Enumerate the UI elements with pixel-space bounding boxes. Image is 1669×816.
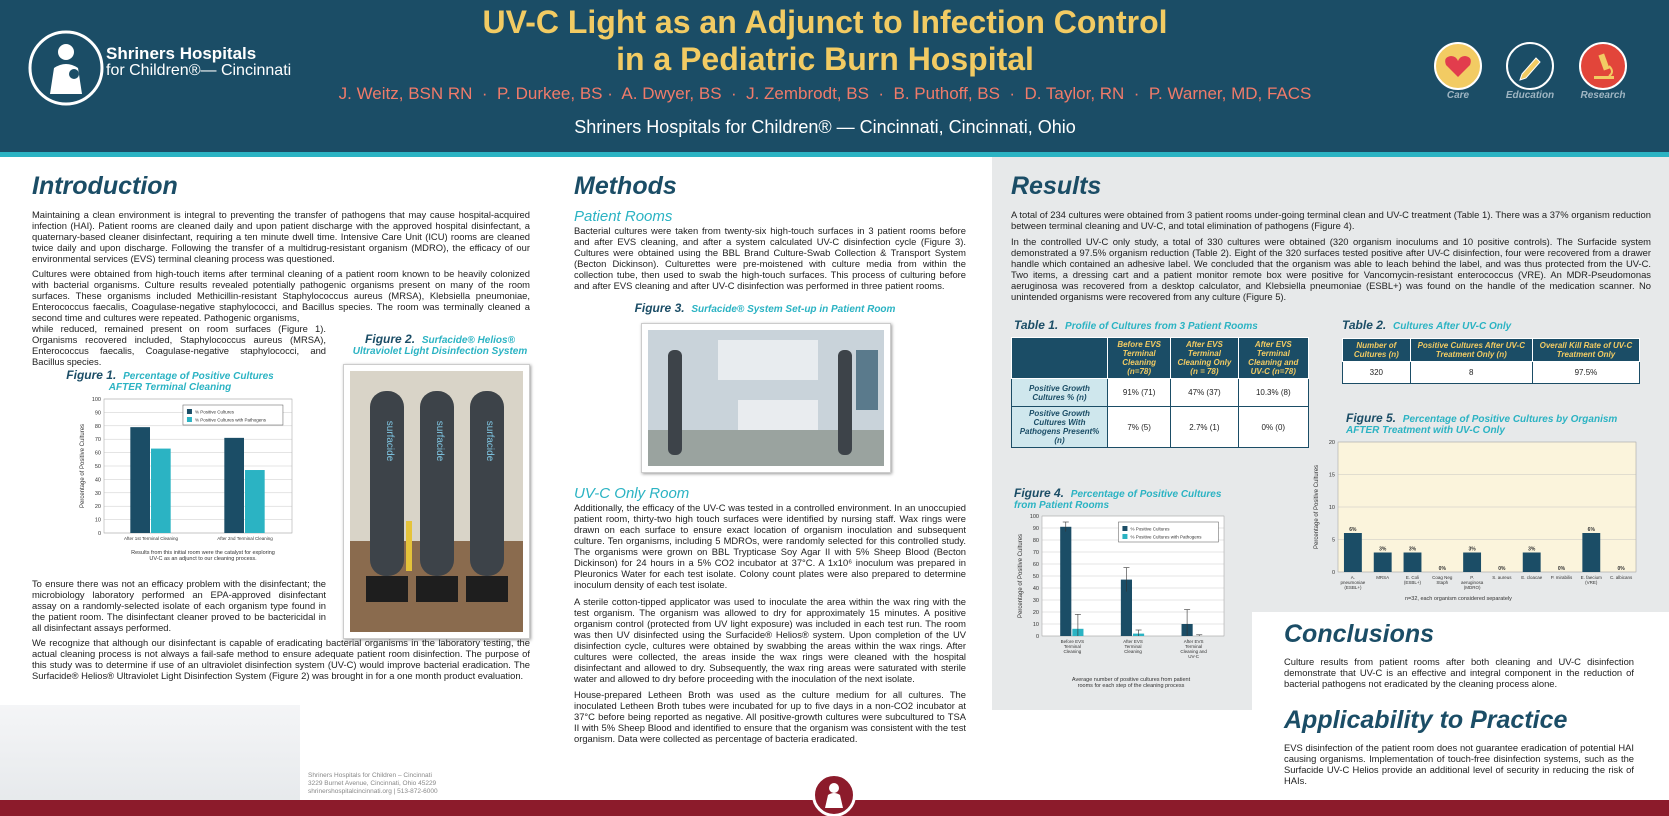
data-label: 0%	[1438, 566, 1446, 572]
introduction-heading: Introduction	[32, 172, 178, 200]
table-cell: 2.7% (1)	[1171, 407, 1238, 448]
footer-logo-icon	[812, 773, 856, 816]
table-1-header-after-evs: After EVS Terminal Cleaning Only (n = 78)	[1171, 338, 1238, 379]
title-line-1: UV-C Light as an Adjunct to Infection Control	[482, 4, 1168, 40]
table-cell: 0% (0)	[1238, 407, 1308, 448]
y-tick-label: 20	[1032, 610, 1039, 616]
table-2-title-text: Cultures After UV-C Only	[1393, 321, 1512, 332]
table-cell: 97.5%	[1532, 362, 1639, 384]
uv-tower-1-brand: surfacide	[384, 420, 395, 462]
legend-swatch	[187, 409, 192, 414]
y-tick-label: 10	[1032, 622, 1039, 628]
legend-swatch	[187, 417, 192, 422]
legend-label: % Positive Cultures with Pathogens	[1130, 534, 1202, 540]
y-tick-label: 0	[1035, 634, 1039, 640]
x-tick-label: (VRE)	[1585, 580, 1598, 585]
bar	[1344, 533, 1362, 572]
figure-3-title	[620, 301, 910, 315]
intro-paragraph-2: Cultures were obtained from high-touch items after terminal cleaning of a patient room known to be heavily colonized with bacterial organisms. Culture results revealed potentially pathogenic organisms present on many of the room surfaces. These organisms included Methicillin-resistant Staphylococcus aureus (MRSA), Klebsiella pneumoniae, Enterococcus faecalis, Coagulase-negative staphylococci, and Bacillus species. The room was terminally cleaned a second time and cultures were repeated. Pathogenic organisms,	[32, 268, 530, 323]
y-tick-label: 70	[94, 437, 101, 444]
table-row	[1012, 407, 1309, 448]
data-label: 3%	[1528, 546, 1536, 553]
bar	[1523, 553, 1541, 573]
footer-address	[308, 772, 438, 796]
table-1-header-before: Before EVS Terminal Cleaning (n=78)	[1108, 338, 1171, 379]
authors: J. Weitz, BSN RN · P. Durkee, BS · A. Dwyer, BS · J. Zembrodt, BS · B. Puthoff, BS · D. Taylor, RN · P. Warner, MD, FACS	[338, 84, 1312, 103]
x-tick-label: (ESBL+)	[1403, 580, 1422, 585]
figure-3-title-text: Surfacide® System Set-up in Patient Room	[691, 304, 896, 315]
y-tick-label: 40	[1032, 586, 1039, 592]
y-tick-label: 80	[94, 423, 101, 430]
y-tick-label: 80	[1032, 538, 1039, 544]
data-label: 0%	[1498, 566, 1506, 572]
y-tick-label: 40	[94, 477, 101, 484]
y-tick-label: 0	[1331, 570, 1335, 576]
care-label: Care	[1446, 90, 1470, 101]
uvc-only-room-subheading: UV-C Only Room	[574, 485, 690, 502]
methods-paragraph-2: Additionally, the efficacy of the UV-C was tested in a controlled environment. In an unoccupied patient room, thirty-two high touch surfaces were identified by nursing staff. Wax rings were drawn on each surface to ensure exact location of organism inoculation and subsequent culture. Ten organisms, including 5 MDROs, were randomly selected for this controlled study. The organisms were grown on BBL Trypticase Soy Agar II with 5% Sheep Blood (Becton Dickinson) for 24 hours in a 5% CO2 incubator at 37°C. A 1x10⁶ inoculum was prepared in Pleuronics Water for each test isolate. Colony count plates were also prepared to determine inoculum density of each test isolate.	[574, 502, 966, 590]
pencil-icon	[1506, 42, 1554, 90]
y-tick-label: 0	[97, 531, 101, 537]
x-tick-label: E. cloacae	[1521, 575, 1543, 580]
data-label: 6%	[1587, 527, 1595, 533]
shriners-logo-icon	[28, 30, 104, 106]
data-label: 0%	[1557, 566, 1566, 572]
y-tick-label: 90	[94, 410, 101, 417]
figure-5-label: Figure 5.	[1346, 411, 1397, 425]
y-tick-label: 70	[1032, 550, 1039, 556]
figure-5-title-text: Percentage of Positive Cultures by Organism AFTER Treatment with UV-C Only	[1346, 414, 1618, 436]
figure-5-chart	[1310, 438, 1640, 596]
table-cell: 91% (71)	[1108, 379, 1171, 407]
y-tick-label: 90	[1032, 526, 1039, 532]
table-1-title	[1014, 318, 1274, 332]
bar	[1463, 553, 1481, 573]
heart-icon	[1434, 42, 1482, 90]
affiliation: Shriners Hospitals for Children® — Cincinnati, Cincinnati, Ohio	[574, 117, 1076, 137]
logo-line-1: Shriners Hospitals	[106, 44, 257, 63]
figure-1-title-text: Percentage of Positive Cultures AFTER Terminal Cleaning	[108, 371, 274, 393]
table-2-header-kill-rate: Overall Kill Rate of UV-C Treatment Only	[1532, 339, 1639, 362]
y-tick-label: 30	[94, 490, 101, 497]
table-2-header-count: Number of Cultures (n)	[1343, 339, 1411, 362]
y-tick-label: 5	[1331, 537, 1335, 544]
x-tick-label: (MDRO)	[1463, 585, 1481, 590]
conclusions-heading: Conclusions	[1284, 620, 1435, 648]
table-2-header-positive: Positive Cultures After UV-C Treatment Only (n)	[1410, 339, 1532, 362]
uv-towers-image	[350, 371, 523, 632]
applicability-heading: Applicability to Practice	[1284, 706, 1568, 734]
x-tick-label: aeruginosa	[1460, 580, 1484, 585]
x-tick-label: Coag Neg	[1432, 575, 1453, 580]
research-label: Research	[1580, 90, 1626, 101]
x-tick-label: E. Coli	[1405, 575, 1420, 580]
y-tick-label: 15	[1328, 472, 1335, 479]
results-paragraph-2: In the controlled UV-C only study, a total of 330 cultures were obtained (320 organism inoculums and 10 positive controls). The Surfacide system demonstrated a 97.5% organism reduction (Table 2). Eight of the 320 surfaces tested positive after UV-C disinfection, four were recovered from a drawer handle which contained an adhesive label. We concluded that the organism was able to leach behind the label, and was thus protected from the UV-C. Two items, a dressing cart and a patient monitor remote box were positive for Vancomycin-resistant enterococcus (VRE). An MDR-Pseudomonas aeruginosa was recovered from a desktop calculator, and Klebsiella pneumoniae (ESBL+) was found on the handle of the medication scanner. No unintended organisms were recovered from any culture (Figure 5).	[1011, 236, 1651, 302]
x-tick-label: Before EVS	[1060, 639, 1085, 644]
title-line-2: in a Pediatric Burn Hospital	[616, 41, 1034, 77]
address-line-1: Shriners Hospitals for Children – Cincinnati	[308, 772, 432, 779]
x-tick-label: Cleaning	[1124, 649, 1142, 654]
table-2-title	[1342, 318, 1582, 332]
figure-1-chart	[76, 395, 296, 555]
figure-4-title	[1014, 486, 1234, 511]
x-tick-label: After 1st Terminal Cleaning	[124, 536, 178, 541]
uv-tower-3-brand: surfacide	[484, 420, 495, 462]
x-tick-label: S. aureus	[1492, 575, 1512, 580]
x-tick-label: After 2nd Terminal Cleaning	[217, 536, 273, 541]
x-tick-label: After EVS	[1183, 639, 1204, 644]
methods-heading: Methods	[574, 172, 677, 200]
bar	[1404, 553, 1422, 573]
intro-paragraph-3: To ensure there was not an efficacy problem with the disinfectant; the microbiology laboratory performed an EPA-approved disinfectant assay on a randomly-selected isolate of each organism type found in the patient room. The disinfectant cleaner proved to be bactericidal in all disinfectant assays performed.	[32, 578, 326, 633]
x-tick-label: P. mirabilis	[1550, 575, 1573, 580]
x-tick-label: UV-C	[1188, 654, 1200, 659]
x-tick-label: After EVS	[1123, 639, 1143, 644]
x-tick-label: Staph	[1436, 580, 1449, 585]
figure-1-label: Figure 1.	[66, 368, 117, 382]
y-tick-label: 20	[1328, 440, 1335, 446]
table-1-header-row	[1012, 338, 1309, 379]
data-label: 0%	[1617, 566, 1625, 572]
table-cell: 10.3% (8)	[1238, 379, 1308, 407]
figure-4-chart	[1014, 512, 1234, 662]
legend-label: % Positive Cultures	[1130, 526, 1170, 532]
intro-paragraph-4: We recognize that although our disinfectant is capable of eradicating bacterial organisms in the laboratory testing, the actual cleaning process is not always a fail-safe method to ensure adequate patient room disinfection. The purpose of this study was to determine if use of an ultraviolet disinfection system (UV-C) would improve bacterial eradication. The Surfacide® Helios® Ultraviolet Light Disinfection System (Figure 2) was brought in for a one month product evaluation.	[32, 637, 530, 681]
y-tick-label: 10	[1328, 505, 1335, 511]
legend-label: % Positive Cultures	[194, 409, 234, 415]
table-2-label: Table 2.	[1342, 318, 1387, 332]
figure-2-photo	[343, 364, 530, 639]
figure-1-title	[50, 368, 290, 393]
y-tick-label: 60	[94, 450, 101, 457]
y-tick-label: 10	[94, 517, 101, 524]
figure-2-title	[340, 332, 540, 357]
y-tick-label: 20	[94, 504, 101, 511]
data-label: 3%	[1408, 546, 1417, 553]
table-1-label: Table 1.	[1014, 318, 1059, 332]
x-tick-label: pneumoniae	[1340, 580, 1366, 585]
y-tick-label: 60	[1032, 562, 1039, 568]
table-1-header-corner	[1012, 338, 1108, 379]
bar	[1374, 553, 1392, 573]
table-cell: 7% (5)	[1108, 407, 1171, 448]
x-tick-label: A.	[1350, 575, 1356, 580]
uv-tower-2-brand: surfacide	[434, 420, 445, 462]
figure-3-label: Figure 3.	[634, 301, 685, 315]
methods-paragraph-4: House-prepared Letheen Broth was used as the culture medium for all cultures. The inoculated Letheen Broth tubes were incubated for up to five days in a non-CO2 incubator at 37°C before being reported as negative. All positive-growth cultures were subcultured to TSA II with 5% Sheep Blood and identified to ensure that the organism was consistent with the test organism. Data were collected as percentage of bacteria eradicated.	[574, 689, 966, 744]
figure-5-caption: n=32, each organism considered separately	[1405, 596, 1512, 602]
intro-paragraph-2b: while reduced, remained present on room surfaces (Figure 1). Organisms recovered included, Staphylococcus aureus (MRSA), Enterococcus faecalis, Coagulase-negative staphylococci, and Bacillus species.	[32, 323, 326, 367]
bar	[1060, 527, 1071, 636]
table-cell: 8	[1410, 362, 1532, 384]
intro-paragraph-1: Maintaining a clean environment is integral to preventing the transfer of pathogens that may cause hospital-acquired infection (HAI). Patient rooms are cleaned daily and upon patient discharge with the approved hospital disinfectant, a quaternary-based cleaner disinfectant, requiring a ten minute dwell time. Intensive Care Unit (ICU) rooms are cleaned twice daily and upon discharge. Following the transfer of a multidrug-resistant organism (MDRO), the efficacy of our environmental services (EVS) terminal cleaning process was questioned.	[32, 209, 530, 264]
legend-swatch	[1122, 534, 1127, 539]
bar	[130, 427, 150, 533]
x-tick-label: MRSA	[1376, 575, 1390, 580]
patient-rooms-subheading: Patient Rooms	[574, 208, 673, 225]
y-axis-label: Percentage of Positive Cultures	[80, 423, 86, 509]
data-label: 3%	[1379, 546, 1387, 553]
x-tick-label: (ESBL+)	[1344, 585, 1362, 590]
table-1	[1011, 337, 1309, 448]
x-tick-label: C. albicans	[1609, 575, 1633, 580]
legend-label: % Positive Cultures with Pathogens	[194, 417, 267, 423]
figure-1-caption: Results from this initial room were the catalyst for exploring UV-C as an adjunct to our cleaning process.	[131, 550, 275, 562]
table-cell: 47% (37)	[1171, 379, 1238, 407]
table-row	[1012, 379, 1309, 407]
y-tick-label: 100	[1029, 514, 1039, 520]
bar	[1582, 533, 1600, 572]
table-1-header-after-uvc: After EVS Terminal Cleaning and UV-C (n=78)	[1238, 338, 1308, 379]
bar	[245, 470, 265, 533]
table-1-row-label: Positive Growth Cultures With Pathogens Present% (n)	[1012, 407, 1108, 448]
table-1-title-text: Profile of Cultures from 3 Patient Rooms	[1065, 321, 1258, 332]
x-tick-label: Cleaning and	[1180, 649, 1207, 654]
table-2-header-row	[1343, 339, 1640, 362]
y-axis-label: Percentage of Positive Cultures	[1314, 464, 1320, 550]
microscope-icon	[1579, 42, 1627, 90]
figure-4-label: Figure 4.	[1014, 486, 1065, 500]
hospital-building-image	[0, 705, 300, 800]
poster-title	[300, 4, 1350, 78]
address-line-2: 3229 Burnet Avenue, Cincinnati, Ohio 45229	[308, 780, 437, 787]
results-heading: Results	[1011, 172, 1102, 200]
table-row	[1343, 362, 1640, 384]
y-tick-label: 30	[1032, 598, 1039, 604]
x-tick-label: Terminal	[1063, 644, 1081, 649]
figure-3-photo	[641, 323, 891, 473]
patient-room-image	[648, 330, 884, 466]
legend-swatch	[1122, 526, 1127, 531]
x-tick-label: Terminal	[1185, 644, 1203, 649]
logo-line-2: for Children®— Cincinnati	[106, 62, 292, 79]
data-label: 3%	[1468, 546, 1476, 553]
bar	[224, 438, 244, 533]
y-tick-label: 50	[94, 464, 101, 470]
data-label: 6%	[1349, 527, 1357, 533]
table-cell: 320	[1343, 362, 1411, 384]
y-tick-label: 50	[1032, 574, 1039, 580]
x-tick-label: Terminal	[1124, 644, 1142, 649]
table-1-row-label: Positive Growth Cultures % (n)	[1012, 379, 1108, 407]
figure-5-title	[1346, 411, 1646, 436]
figure-2-title-text: Surfacide® Helios® Ultraviolet Light Disinfection System	[352, 335, 528, 357]
bar	[151, 449, 171, 533]
figure-4-title-text: Percentage of Positive Cultures from Patient Rooms	[1014, 489, 1222, 511]
conclusions-text: Culture results from patient rooms after both cleaning and UV-C disinfection demonstrate that UV-C is an effective and integral component in the reduction of bacterial pathogens not eradicated by the cleaning process alone.	[1284, 656, 1634, 689]
y-axis-label: Percentage of Positive Cultures	[1018, 533, 1024, 619]
address-line-3: shrinershospitalcincinnati.org | 513-872-6000	[308, 788, 438, 795]
x-tick-label: P.	[1470, 575, 1474, 580]
x-tick-label: E. faecium	[1580, 575, 1602, 580]
x-tick-label: Cleaning	[1063, 649, 1082, 654]
y-tick-label: 100	[91, 397, 101, 403]
results-paragraph-1: A total of 234 cultures were obtained from 3 patient rooms under-going terminal clean and UV-C treatment (Table 1). There was a 37% organism reduction between terminal cleaning and UV-C, and total elimination of pathogens (Figure 4).	[1011, 209, 1651, 231]
figure-2-label: Figure 2.	[365, 332, 416, 346]
applicability-text: EVS disinfection of the patient room does not guarantee eradication of potential HAI causing organisms. Implementation of touch-free disinfection systems, such as the Surfacide UV-C Helios provide an additional level of security in reducing the risk of HAIs.	[1284, 742, 1634, 786]
table-2	[1342, 338, 1640, 384]
methods-paragraph-3: A sterile cotton-tipped applicator was used to inoculate the area within the wax ring with the test organism. The organism was allowed to dry for approximately 15 minutes. A positive organism control (protected from UV light exposure) was included in each test run. The room was then UV disinfected using the Surfacide® Helios® system. Upon completion of the UV disinfection cycle, cultures were obtained by swabbing the areas within the wax rings. After cultures were collected, the areas inside the wax rings were cleaned with the hospital disinfectant and allowed to dry. Subsequently, the wax ring areas were saturated with sterile water and allowed to dry before proceeding with the inoculation of the next isolate.	[574, 596, 966, 684]
figure-4-caption: Average number of positive cultures from patient rooms for each step of the cleaning process	[1071, 677, 1191, 689]
methods-paragraph-1: Bacterial cultures were taken from twenty-six high-touch surfaces in 3 patient rooms before and after EVS cleaning, and after a system calculated UV-C disinfection cycle (Figure 3). Cultures were obtained using the BBL Brand Culture-Swab Collection & Transport System (Becton Dickinson). Culturettes were pre-moistened with culture media from within the collection tube, then used to swab the high-touch surfaces. This process of culturing before and after EVS cleaning and after UV-C disinfection was performed in three patient rooms.	[574, 225, 966, 291]
education-label: Education	[1505, 90, 1555, 101]
